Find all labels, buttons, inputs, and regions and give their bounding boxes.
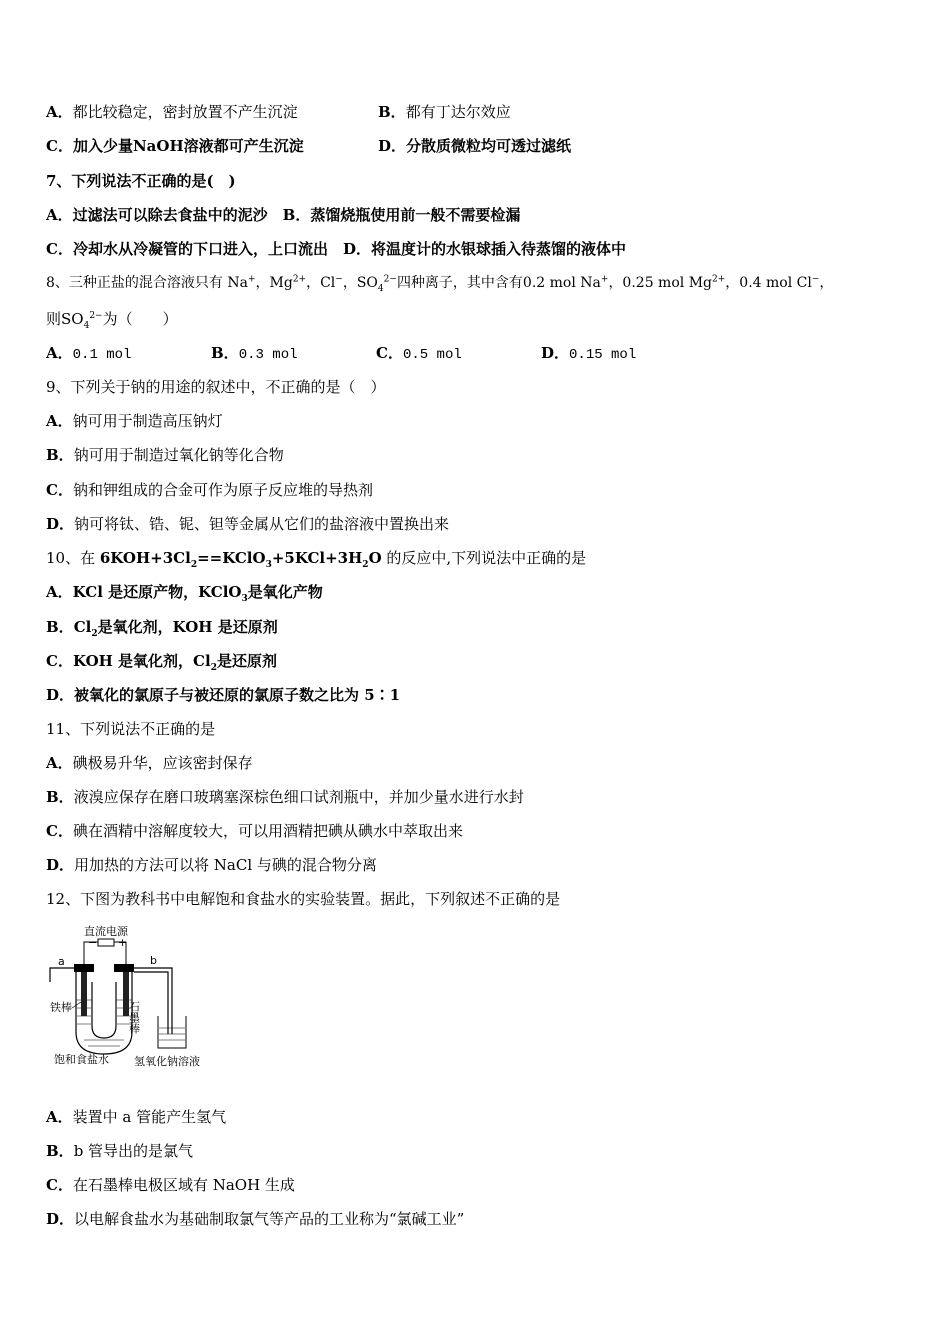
q12-option-c[interactable]: C．在石墨棒电极区域有 NaOH 生成 [46,1176,295,1194]
q8-option-c[interactable]: C．0.5 mol [376,344,462,363]
q10-stem: 10、在 $6KOH+3Cl_2==KClO_3+5KCl+3H_2O$ 的反应中,下列说法中正确的是 [46,549,587,570]
graphite-rod-label: 石墨棒 [127,1001,141,1034]
q9-option-c[interactable]: C．钠和钾组成的合金可作为原子反应堆的导热剂 [46,481,373,499]
iron-rod [81,972,87,1016]
power-supply-label: 直流电源 [84,925,128,938]
q10-option-a[interactable]: A．KCl 是还原产物，KClO$_3$是氧化产物 [46,583,323,604]
q7-option-d[interactable]: D．将温度计的水银球插入待蒸馏的液体中 [342,240,627,258]
q9-option-b[interactable]: B．钠可用于制造过氧化钠等化合物 [46,446,284,464]
q12-option-d[interactable]: D．以电解食盐水为基础制取氯气等产品的工业称为“氯碱工业” [46,1210,465,1228]
brine-label: 饱和食盐水 [54,1053,109,1066]
q10-option-d[interactable]: D．被氧化的氯原子与被还原的氯原子数之比为 5∶1 [46,686,401,704]
left-stopper [74,964,94,972]
q12-option-b[interactable]: B．b 管导出的是氯气 [46,1142,194,1160]
q9-option-a[interactable]: A．钠可用于制造高压钠灯 [46,412,223,430]
minus-sign: − [88,936,98,949]
q10-option-c[interactable]: C．KOH 是氧化剂，$Cl_2$是还原剂 [46,652,277,673]
q6-option-a[interactable]: A．都比较稳定，密封放置不产生沉淀 [46,103,298,121]
q7-option-c[interactable]: C．冷却水从冷凝管的下口进入，上口流出 [46,240,328,258]
right-stopper [114,964,134,972]
q6-options-row-2 [46,136,571,156]
q11-option-c[interactable]: C．碘在酒精中溶解度较大，可以用酒精把碘从碘水中萃取出来 [46,822,463,840]
q8-option-d[interactable]: D．0.15 mol [541,344,637,363]
q7-options-row-2 [46,239,626,259]
q8-options [46,343,636,365]
q8-stem-cont: 则$SO_4^{2-}$为（ ） [46,310,178,331]
iron-rod-label: 铁棒 [50,1001,72,1014]
q8-stem: 8、三种正盐的混合溶液只有 Na+，$Mg^{2+}$，Cl−，$SO_4^{2-}$四种离子，其中含有0.2 mol Na+，0.25 mol $Mg^{2+}$，0.4 mol Cl−， [46,274,834,294]
q9-stem: 9、下列关于钠的用途的叙述中，不正确的是（ ） [46,378,386,396]
q11-option-b[interactable]: B．液溴应保存在磨口玻璃塞深棕色细口试剂瓶中，并加少量水进行水封 [46,788,524,806]
q7-options-row-1 [46,205,520,225]
q6-option-d[interactable]: D．分散质微粒均可透过滤纸 [378,137,572,155]
naoh-solution-label: 氢氧化钠溶液 [134,1055,200,1068]
tube-a-label: a [58,955,65,968]
q12-stem: 12、下图为教科书中电解饱和食盐水的实验装置。据此，下列叙述不正确的是 [46,890,561,908]
q11-option-a[interactable]: A．碘极易升华，应该密封保存 [46,754,253,772]
tube-b-label: b [150,954,157,967]
q6-option-c[interactable]: C．加入少量NaOH溶液都可产生沉淀 [46,137,304,155]
q6-option-b[interactable]: B．都有丁达尔效应 [378,103,511,121]
q7-stem: 7、下列说法不正确的是( ) [46,172,236,190]
q11-option-d[interactable]: D．用加热的方法可以将 NaCl 与碘的混合物分离 [46,856,377,874]
q6-options-row-1 [46,102,511,122]
q8-option-a[interactable]: A．0.1 mol [46,344,132,363]
q10-option-b[interactable]: B．$Cl_2$是氧化剂，KOH 是还原剂 [46,618,278,639]
q7-option-a[interactable]: A．过滤法可以除去食盐中的泥沙 [46,206,268,224]
tube-a [50,968,74,982]
q12-option-a[interactable]: A．装置中 a 管能产生氢气 [46,1108,227,1126]
q11-stem: 11、下列说法不正确的是 [46,720,216,738]
q9-option-d[interactable]: D．钠可将钛、锆、铌、钽等金属从它们的盐溶液中置换出来 [46,515,450,533]
plus-sign: + [118,936,128,949]
q7-option-b[interactable]: B．蒸馏烧瓶使用前一般不需要检漏 [282,206,521,224]
electrolysis-apparatus-figure [46,922,216,1072]
q8-option-b[interactable]: B．0.3 mol [211,344,298,363]
power-supply-box [98,939,114,946]
u-tube-inner [92,982,116,1038]
